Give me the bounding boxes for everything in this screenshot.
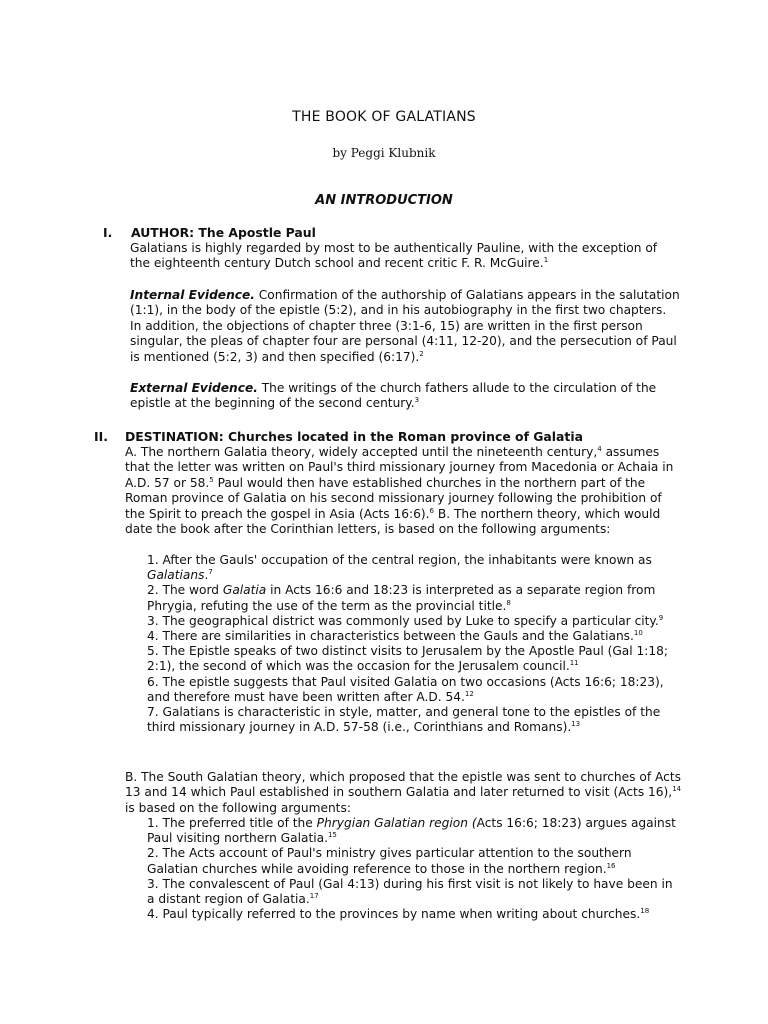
footnote-ref: 1 bbox=[543, 256, 549, 265]
footnote-ref: 11 bbox=[569, 659, 579, 668]
list-item-text: 1. The preferred title of the bbox=[147, 816, 317, 830]
section-number-2: II. bbox=[94, 429, 108, 444]
footnote-ref: 2 bbox=[419, 349, 424, 358]
list-item bbox=[147, 846, 683, 876]
north-theory-text: assumes that the letter was written on Paul's third missionary journey from Macedonia or Achaia in A.D. 57 or 58. bbox=[125, 445, 674, 490]
north-arguments-list bbox=[147, 553, 683, 735]
footnote-ref: 15 bbox=[327, 831, 337, 840]
footnote-ref: 17 bbox=[309, 892, 319, 901]
list-item bbox=[147, 705, 683, 735]
list-item bbox=[147, 877, 683, 907]
footnote-ref: 10 bbox=[633, 629, 643, 638]
list-item bbox=[147, 583, 683, 613]
author-byline: by Peggi Klubnik bbox=[332, 146, 436, 160]
footnote-ref: 4 bbox=[597, 445, 602, 453]
external-evidence-label: External Evidence. bbox=[130, 381, 258, 395]
list-item bbox=[147, 644, 683, 674]
north-theory-text: A. The northern Galatia theory, widely accepted until the nineteenth century, bbox=[125, 445, 598, 459]
external-evidence-text: The writings of the church fathers allude to the circulation of the epistle at the beginning of the second century. bbox=[130, 381, 657, 411]
footnote-ref: 18 bbox=[640, 907, 650, 916]
north-theory-text: B. The northern theory, which would date the book after the Corinthian letters, is based on the following arguments: bbox=[125, 506, 661, 537]
list-item-emphasis: Galatia bbox=[222, 583, 267, 598]
list-item bbox=[147, 629, 683, 644]
author-text: Galatians is highly regarded by most to be authentically Pauline, with the exception of the eighteenth century Dutch school and recent critic F. R. McGuire. bbox=[130, 241, 658, 271]
footnote-ref: 8 bbox=[506, 598, 511, 607]
internal-evidence-paragraph bbox=[130, 288, 680, 365]
list-item-text: 5. The Epistle speaks of two distinct visits to Jerusalem by the Apostle Paul (Gal 1:18; 2:1), the second of which was the occasion for the Jerusalem council. bbox=[147, 644, 668, 674]
north-theory-text: Paul would then have established churches in the northern part of the Roman province of Galatia on his second missionary journey following the prohibition of the Spirit to preach the gospel in Asia (Acts 16:6). bbox=[125, 475, 662, 521]
south-theory-text: is based on the following arguments: bbox=[125, 800, 351, 815]
internal-evidence-text: Confirmation of the authorship of Galatians appears in the salutation (1:1), in the body of the epistle (5:2), and in his autobiography in the first two chapters. In addition, the objections of chapter three (3:1-6, 15) are written in the first person singular, the pleas of chapter four are personal (4:11, 12-20), and the persecution of Paul is mentioned (5:2, 3) and then specified (6:17). bbox=[130, 288, 680, 364]
north-theory-paragraph bbox=[125, 445, 682, 537]
footnote-ref: 7 bbox=[208, 568, 213, 577]
section-number-1: I. bbox=[103, 225, 113, 240]
list-item bbox=[147, 816, 683, 846]
list-item bbox=[147, 614, 683, 629]
south-theory-text: B. The South Galatian theory, which proposed that the epistle was sent to churches of Acts 13 and 14 which Paul established in southern Galatia and later returned to visit (Acts 16), bbox=[125, 770, 681, 800]
section-heading-destination: DESTINATION: Churches located in the Roman province of Galatia bbox=[125, 429, 583, 444]
footnote-ref: 9 bbox=[658, 613, 664, 622]
list-item-text: 2. The Acts account of Paul's ministry gives particular attention to the southern Galatian churches while avoiding reference to those in the northern region. bbox=[147, 846, 632, 876]
south-theory-paragraph bbox=[125, 770, 682, 816]
footnote-ref: 5 bbox=[209, 475, 214, 484]
external-evidence-paragraph bbox=[130, 381, 680, 412]
list-item bbox=[147, 675, 683, 705]
list-item bbox=[147, 553, 683, 583]
introduction-heading: AN INTRODUCTION bbox=[315, 193, 453, 208]
list-item-emphasis: Galatians bbox=[147, 568, 205, 583]
list-item-text: 6. The epistle suggests that Paul visited Galatia on two occasions (Acts 16:6; 18:23), and therefore must have been written after A.D. 54. bbox=[147, 674, 664, 704]
list-item-text: 4. Paul typically referred to the provinces by name when writing about churches. bbox=[147, 907, 641, 922]
list-item-text: . bbox=[204, 568, 209, 583]
footnote-ref: 6 bbox=[429, 506, 434, 515]
list-item-text: 4. There are similarities in characteristics between the Gauls and the Galatians. bbox=[147, 629, 634, 644]
south-arguments-list bbox=[147, 816, 683, 922]
list-item-text: 1. After the Gauls' occupation of the central region, the inhabitants were known as bbox=[147, 553, 652, 567]
list-item-text: 2. The word bbox=[147, 583, 223, 598]
list-item bbox=[147, 907, 683, 922]
author-paragraph bbox=[130, 241, 680, 272]
section-heading-author: AUTHOR: The Apostle Paul bbox=[131, 225, 316, 240]
list-item-text: in Acts 16:6 and 18:23 is interpreted as a separate region from Phrygia, refuting the use of the term as the provincial title. bbox=[147, 583, 656, 613]
document-title: THE BOOK OF GALATIANS bbox=[292, 109, 476, 125]
list-item-text: 3. The convalescent of Paul (Gal 4:13) during his first visit is not likely to have been in a distant region of Galatia. bbox=[147, 876, 673, 907]
internal-evidence-label: Internal Evidence. bbox=[130, 288, 255, 302]
list-item-text: 3. The geographical district was commonly used by Luke to specify a particular city. bbox=[147, 613, 659, 628]
list-item-text: Acts 16:6; 18:23) argues against Paul visiting northern Galatia. bbox=[147, 816, 676, 846]
footnote-ref: 12 bbox=[464, 689, 474, 698]
footnote-ref: 3 bbox=[414, 396, 420, 405]
list-item-emphasis: Phrygian Galatian region ( bbox=[316, 816, 477, 830]
footnote-ref: 16 bbox=[606, 861, 616, 870]
list-item-text: 7. Galatians is characteristic in style, matter, and general tone to the epistles of the third missionary journey in A.D. 57-58 (i.e., Corinthians and Romans). bbox=[147, 705, 661, 735]
footnote-ref: 13 bbox=[571, 720, 581, 729]
footnote-ref: 14 bbox=[672, 785, 682, 794]
